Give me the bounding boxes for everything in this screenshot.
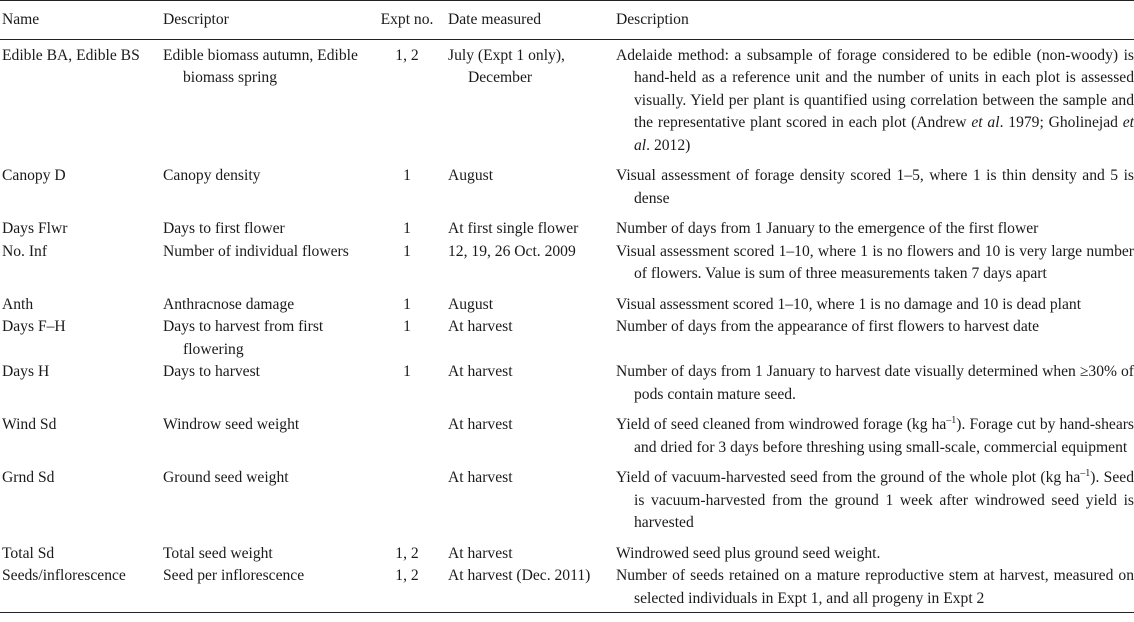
table-row [0,316,1134,361]
table-row [0,157,1134,210]
row-descriptor: Ground seed weight [163,469,289,486]
row-name: Edible BA, Edible BS [2,46,140,64]
row-name: Wind Sd [2,416,57,433]
description-superscript: –1 [946,415,957,426]
row-description: Visual assessment scored 1–10, where 1 is no flowers and 10 is very large number of flowers. Value is sum of three measurements taken 7 days apart [616,242,1134,282]
row-date: At harvest [448,318,513,335]
row-descriptor: Total seed weight [163,544,273,562]
table-row [0,565,1134,613]
row-expt: 1 [403,318,411,335]
row-name: Grnd Sd [2,469,55,486]
header-descriptor: Descriptor [163,1,366,40]
table-row [0,210,1134,241]
row-name: No. Inf [2,242,48,260]
row-date: At harvest [448,469,513,486]
row-expt [366,406,448,459]
description-text: Yield of vacuum-harvested seed from the ground of the whole plot (kg ha [616,469,1081,486]
row-description: Visual assessment scored 1–10, where 1 is no damage and 10 is dead plant [616,295,1082,313]
table-row [0,286,1134,317]
row-date: At first single flower [448,220,579,237]
row-descriptor: Anthracnose damage [163,295,295,313]
row-date: July (Expt 1 only), December [448,46,565,86]
header-row [0,1,1134,40]
row-date: 12, 19, 26 Oct. 2009 [448,242,576,260]
row-expt: 1 [403,167,411,184]
row-description: Number of days from 1 January to harvest date visually determined when ≥30% of pods contain mature seed. [616,363,1134,403]
row-description [616,467,1134,535]
row-description [616,45,1134,158]
table-row [0,535,1134,566]
row-descriptor: Seed per inflorescence [163,567,305,584]
row-descriptor: Days to harvest from first flowering [163,318,324,358]
row-date: August [448,295,494,313]
row-expt: 1 [403,295,411,313]
row-descriptor: Edible biomass autumn, Edible biomass spring [163,46,358,86]
row-descriptor: Windrow seed weight [163,416,300,433]
row-expt [366,459,448,535]
row-description: Windrowed seed plus ground seed weight. [616,544,881,562]
row-name: Anth [2,295,34,313]
table-row [0,459,1134,535]
table-row [0,241,1134,286]
row-expt: 1 [403,363,411,380]
row-name: Seeds/inflorescence [2,567,126,584]
header-expt-no: Expt no. [366,1,448,40]
description-text: ). Forage cut by hand-shears and dried for 3 days before threshing using small-scale, commercial equipment [634,416,1134,456]
row-descriptor: Days to harvest [163,363,261,380]
table-row [0,39,1134,157]
row-expt: 1 [403,242,411,260]
row-descriptor: Number of individual flowers [163,242,349,260]
description-text: Adelaide method: a subsample of forage considered to be edible (non-woody) is hand-held as a reference unit and the number of units in each plot is assessed visually. Yield per plant is quantified using correlation between the sample and the representative plant scored in each plot (Andrew [616,46,1134,131]
row-date: At harvest [448,544,513,562]
row-name: Days Flwr [2,220,68,237]
header-name: Name [0,1,163,40]
row-date: At harvest [448,416,513,433]
row-description: Number of days from the appearance of first flowers to harvest date [616,318,1040,335]
row-date: At harvest [448,363,513,380]
row-description [616,414,1134,459]
description-text: ). Seed is vacuum-harvested from the ground 1 week after windrowed seed yield is harvested [634,469,1134,531]
row-description: Number of seeds retained on a mature reproductive stem at harvest, measured on selected individuals in Expt 1, and all progeny in Expt 2 [616,567,1134,607]
row-date: August [448,167,494,184]
header-date-measured: Date measured [448,1,616,40]
row-descriptor: Days to first flower [163,220,285,237]
header-description: Description [616,1,1134,40]
description-superscript: –1 [1080,468,1091,479]
row-name: Canopy D [2,167,66,184]
row-expt: 1 [403,220,411,237]
row-description: Number of days from 1 January to the emergence of the first flower [616,220,1039,237]
row-date: At harvest (Dec. 2011) [448,567,591,584]
description-italic: et al [971,114,1000,131]
row-name: Total Sd [2,544,55,562]
row-expt: 1, 2 [395,46,419,64]
description-text: Yield of seed cleaned from windrowed forage (kg ha [616,416,947,433]
row-descriptor: Canopy density [163,167,261,184]
row-expt: 1, 2 [395,544,419,562]
row-description: Visual assessment of forage density scored 1–5, where 1 is thin density and 5 is dense [616,167,1134,207]
description-italic: et al [634,114,1134,154]
row-expt: 1, 2 [366,565,448,613]
table-row [0,361,1134,406]
row-name: Days H [2,363,50,380]
description-text: . 2012) [646,136,691,154]
row-name: Days F–H [2,318,66,335]
description-text: . 1979; Gholinejad [999,114,1123,131]
table-row [0,406,1134,459]
